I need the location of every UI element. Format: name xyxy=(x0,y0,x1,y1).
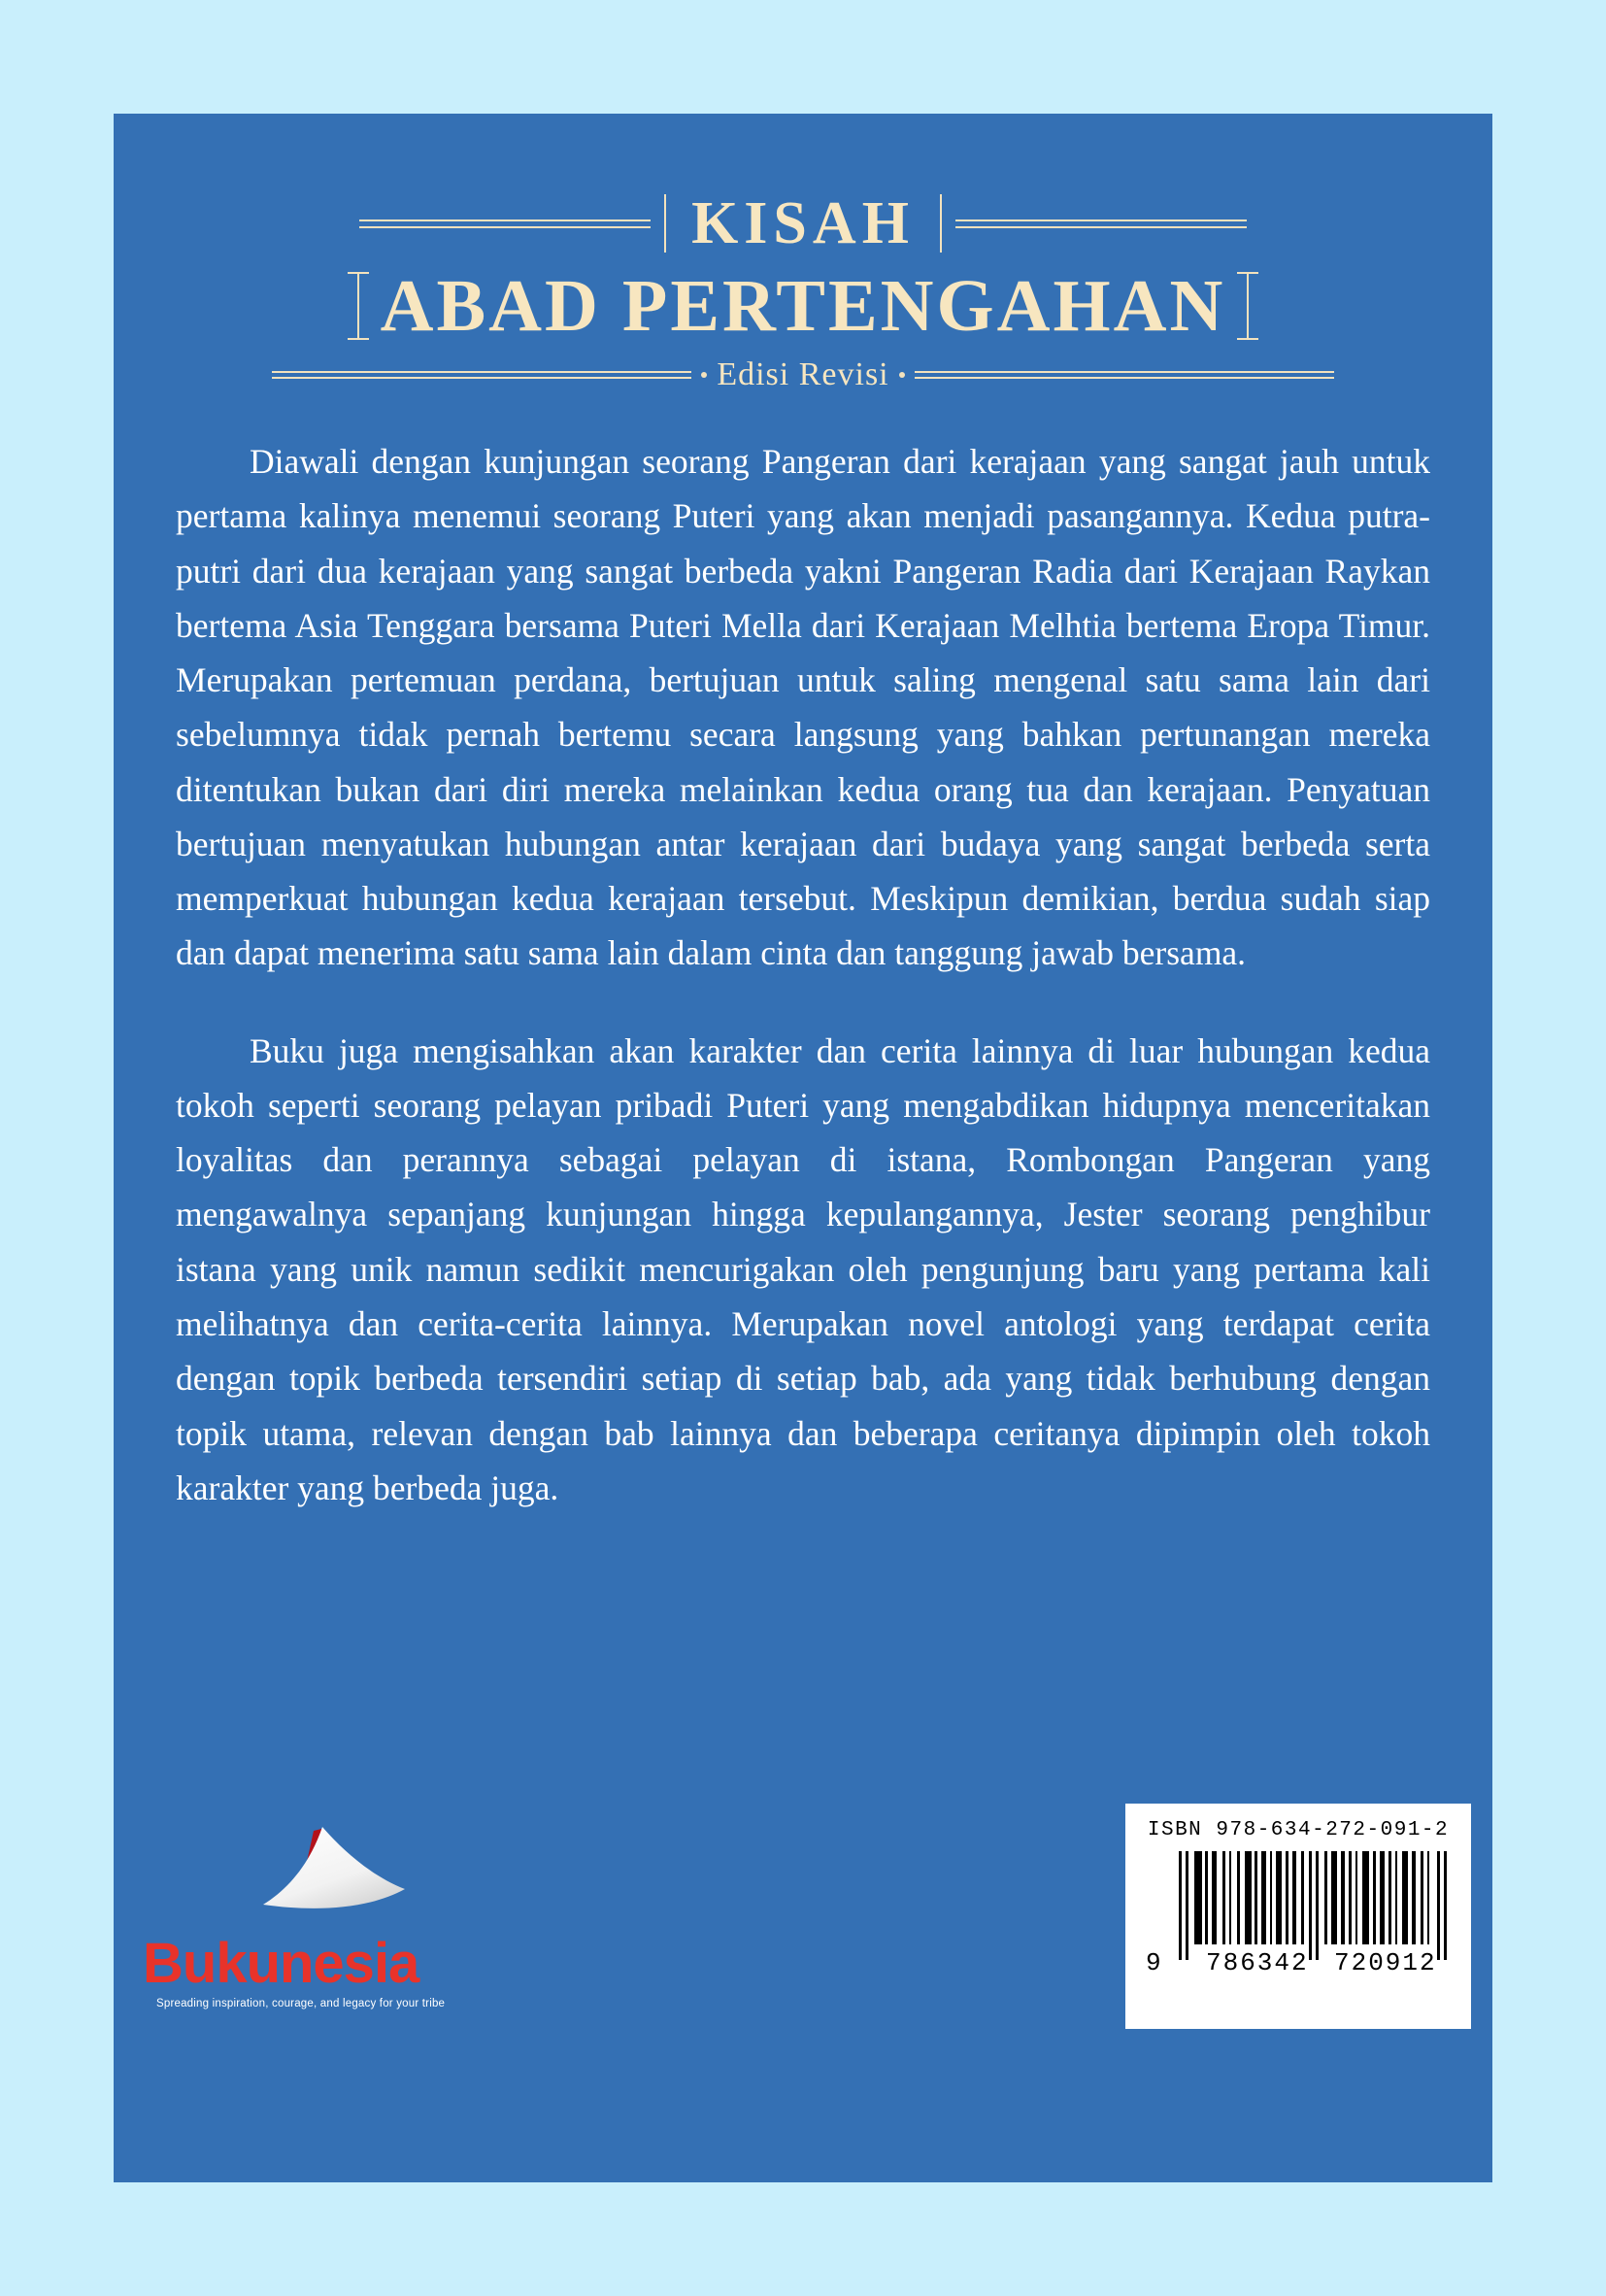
back-cover-blurb xyxy=(176,434,1430,1515)
title-rule-right xyxy=(955,213,1247,234)
title-bar-ornament-left xyxy=(357,272,359,340)
book-title-line-1: KISAH xyxy=(691,190,915,256)
barcode-digits xyxy=(1144,1948,1453,1977)
ean13-barcode xyxy=(1144,1851,1453,1979)
subtitle-rule-left xyxy=(272,371,691,379)
blurb-paragraph-2: Buku juga mengisahkan akan karakter dan cerita lainnya di luar hubungan kedua tokoh seperti seorang pelayan pribadi Puteri yang mengabdikan hidupnya menceritakan loyalitas dan perannya sebagai pelayan di istana, Rombongan Pangeran yang mengawalnya sepanjang kunjungan hingga kepulangannya, Jester seorang penghibur istana yang unik namun sedikit mencurigakan oleh pengunjung baru yang pertama kali melihatnya dan cerita-cerita lainnya. Merupakan novel antologi yang terdapat cerita dengan topik berbeda tersendiri setiap di setiap bab, ada yang tidak berhubung dengan topik utama, relevan dengan bab lainnya dan beberapa ceritanya dipimpin oleh tokoh karakter yang berbeda juga. xyxy=(176,1030,1430,1507)
publisher-tagline: Spreading inspiration, courage, and legacy for your tribe xyxy=(156,1998,446,2009)
barcode-digit-right: 720912 xyxy=(1334,1948,1437,1977)
isbn-barcode-block xyxy=(1125,1804,1471,2029)
title-bar-ornament-right xyxy=(1247,272,1249,340)
book-subtitle: Edisi Revisi xyxy=(717,356,889,392)
book-back-cover-panel xyxy=(114,114,1492,2182)
title-line-1-row xyxy=(114,179,1492,268)
publisher-logo xyxy=(135,1825,485,2039)
title-line-2-row xyxy=(114,264,1492,348)
book-title-line-2: ABAD PERTENGAHAN xyxy=(380,265,1226,347)
title-rule-left xyxy=(359,213,651,234)
title-block xyxy=(114,179,1492,407)
barcode-digit-mid: 786342 xyxy=(1206,1948,1309,1977)
blurb-paragraph-1: Diawali dengan kunjungan seorang Pangeran dari kerajaan yang sangat jauh untuk pertama kalinya menemui seorang Puteri yang akan menjadi pasangannya. Kedua putra-putri dari dua kerajaan yang sangat berbeda yakni Pangeran Radia dari Kerajaan Raykan bertema Asia Tenggara bersama Puteri Mella dari Kerajaan Melhtia bertema Eropa Timur. Merupakan pertemuan perdana, bertujuan untuk saling mengenal satu sama lain dari sebelumnya tidak pernah bertemu secara langsung yang bahkan pertunangan mereka ditentukan bukan dari diri mereka melainkan kedua orang tua dan kerajaan. Penyatuan bertujuan menyatukan hubungan antar kerajaan dari budaya yang sangat berbeda serta memperkuat hubungan kedua kerajaan tersebut. Meskipun demikian, berdua sudah siap dan dapat menerima satu sama lain dalam cinta dan tanggung jawab bersama. xyxy=(176,442,1430,973)
isbn-label: ISBN 978-634-272-091-2 xyxy=(1147,1819,1450,1841)
barcode-digit-left: 9 xyxy=(1146,1948,1161,1977)
subtitle-dot-left xyxy=(701,372,707,378)
publisher-name: Bukunesia xyxy=(143,1932,419,1995)
subtitle-row xyxy=(114,352,1492,398)
subtitle-rule-right xyxy=(915,371,1334,379)
subtitle-dot-right xyxy=(899,372,905,378)
sail-book-icon xyxy=(224,1825,418,1932)
title-tick-right xyxy=(940,194,942,253)
title-tick-left xyxy=(664,194,666,253)
